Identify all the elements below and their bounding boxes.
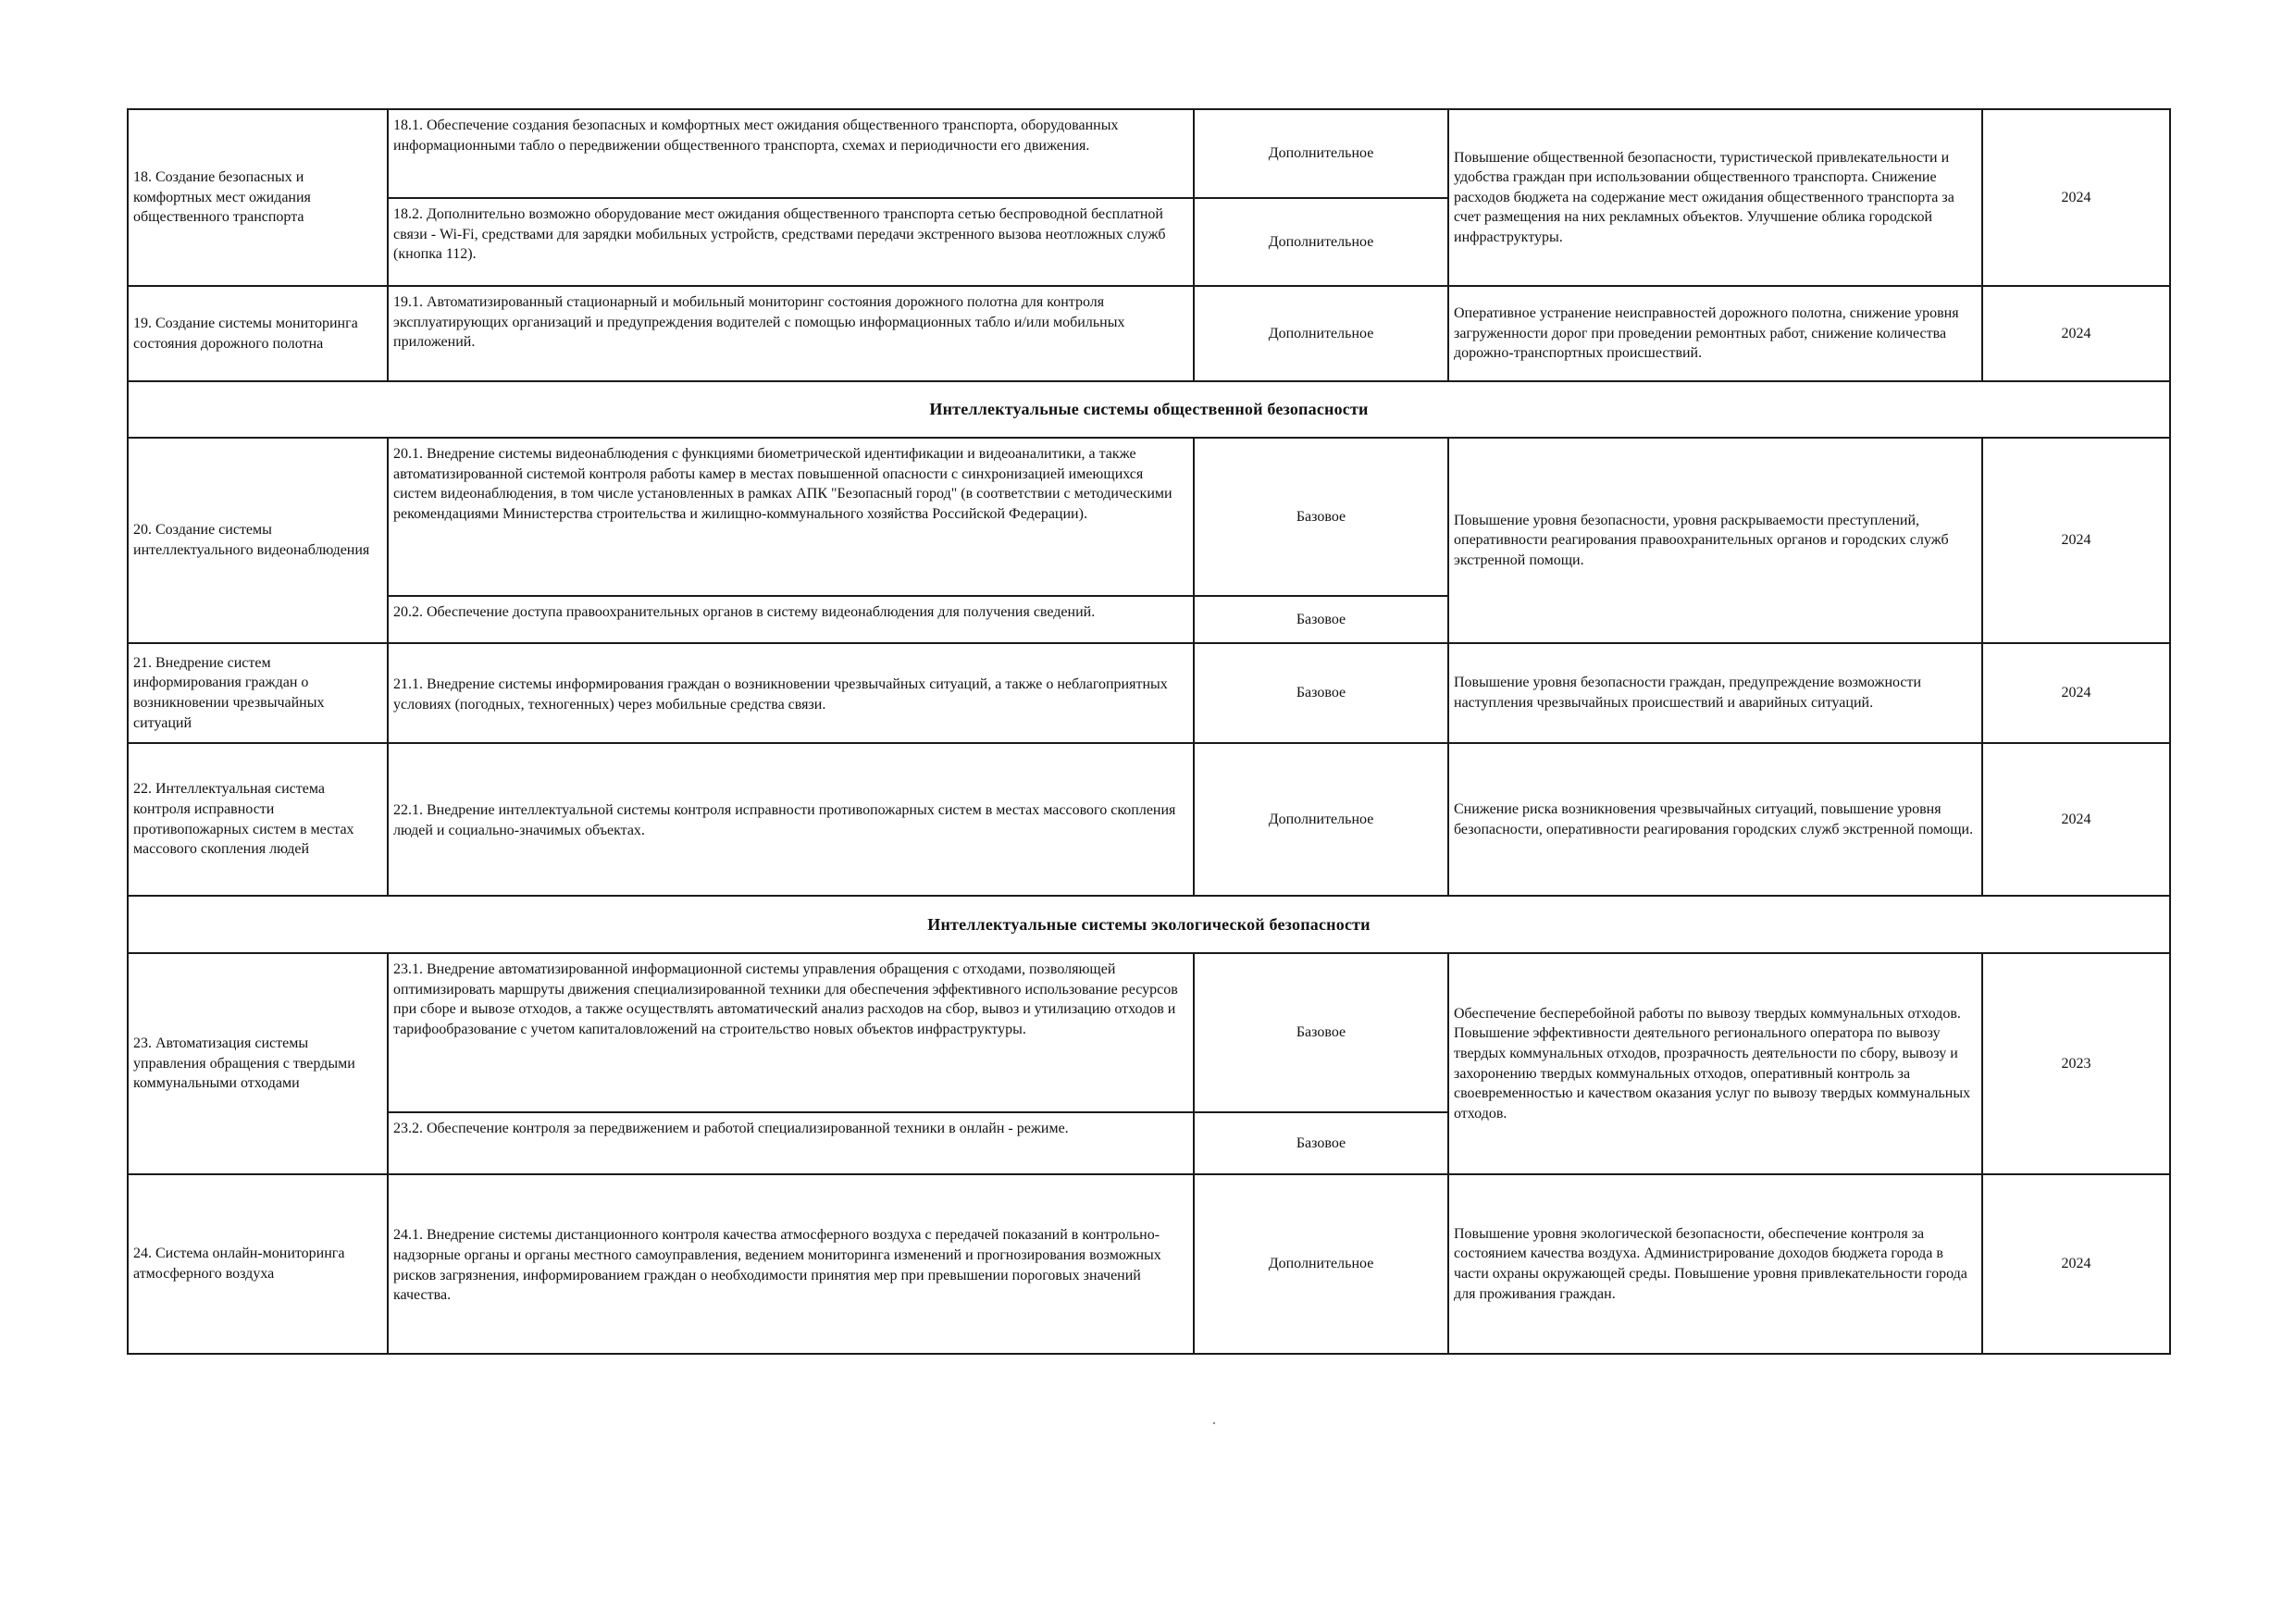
measure-effect-24: Повышение уровня экологической безопасности, обеспечение контроля за состоянием качества воздуха. Администрирование доходов бюджета города в части охраны окружающей среды. Повышение уровня привлекательности города для проживания граждан. [1448, 1174, 1982, 1354]
measure-effect-18: Повышение общественной безопасности, туристической привлекательности и удобства граждан при использовании общественного транспорта. Снижение расходов бюджета на содержание мест ожидания общественного транспорта за счет размещения на них рекламных объектов. Улучшение облика городской инфраструктуры. [1448, 109, 1982, 286]
measures-table [127, 108, 2171, 1355]
measure-name-24: 24. Система онлайн-мониторинга атмосферного воздуха [128, 1174, 388, 1354]
measure-type-21-1: Базовое [1194, 643, 1448, 743]
measure-text-23-1: 23.1. Внедрение автоматизированной информационной системы управления обращения с отходами, позволяющей оптимизировать маршруты движения специализированной техники для обеспечения эффективного использование ресурсов при сборе и вывозе отходов, а также осуществлять автоматический анализ расходов на сбор, вывоз и утилизацию отходов и тарифообразование с учетом капиталовложений на строительство новых объектов инфраструктуры. [388, 953, 1194, 1112]
measure-text-22-1: 22.1. Внедрение интеллектуальной системы контроля исправности противопожарных систем в местах массового скопления людей и социально-значимых объектах. [388, 743, 1194, 896]
measure-type-19-1: Дополнительное [1194, 286, 1448, 381]
measure-text-24-1: 24.1. Внедрение системы дистанционного контроля качества атмосферного воздуха с передачей показаний в контрольно-надзорные органы и органы местного самоуправления, ведением мониторинга изменений и прогнозирования возможных рисков загрязнения, информированием граждан о необходимости принятия мер при превышении пороговых значений качества. [388, 1174, 1194, 1354]
measure-effect-21: Повышение уровня безопасности граждан, предупреждение возможности наступления чрезвычайных происшествий и аварийных ситуаций. [1448, 643, 1982, 743]
table-row [128, 643, 2170, 743]
measure-text-23-2: 23.2. Обеспечение контроля за передвижением и работой специализированной техники в онлайн - режиме. [388, 1112, 1194, 1174]
measure-text-18-2: 18.2. Дополнительно возможно оборудование мест ожидания общественного транспорта сетью беспроводной бесплатной связи - Wi-Fi, средствами для зарядки мобильных устройств, средствами передачи экстренного вызова неотложных служб (кнопка 112). [388, 198, 1194, 286]
measure-year-21: 2024 [1982, 643, 2170, 743]
measure-effect-19: Оперативное устранение неисправностей дорожного полотна, снижение уровня загруженности дорог при проведении ремонтных работ, снижение количества дорожно-транспортных происшествий. [1448, 286, 1982, 381]
table-row [128, 1174, 2170, 1354]
table-row [128, 896, 2170, 953]
section-heading-ecology: Интеллектуальные системы экологической безопасности [128, 896, 2170, 953]
measure-effect-20: Повышение уровня безопасности, уровня раскрываемости преступлений, оперативности реагирования правоохранительных органов и городских служб экстренной помощи. [1448, 438, 1982, 643]
measure-name-23: 23. Автоматизация системы управления обращения с твердыми коммунальными отходами [128, 953, 388, 1174]
measure-year-22: 2024 [1982, 743, 2170, 896]
measure-year-23: 2023 [1982, 953, 2170, 1174]
measure-type-24-1: Дополнительное [1194, 1174, 1448, 1354]
measure-name-21: 21. Внедрение систем информирования граждан о возникновении чрезвычайных ситуаций [128, 643, 388, 743]
measure-name-19: 19. Создание системы мониторинга состояния дорожного полотна [128, 286, 388, 381]
measure-type-18-2: Дополнительное [1194, 198, 1448, 286]
measure-effect-23: Обеспечение бесперебойной работы по вывозу твердых коммунальных отходов. Повышение эффективности деятельного регионального оператора по вывозу твердых коммунальных отходов, прозрачность деятельности по сбору, вывозу и захоронению твердых коммунальных отходов, оперативный контроль за своевременностью и качеством оказания услуг по вывозу твердых коммунальных отходов. [1448, 953, 1982, 1174]
measure-text-20-2: 20.2. Обеспечение доступа правоохранительных органов в систему видеонаблюдения для получения сведений. [388, 596, 1194, 643]
measure-type-20-1: Базовое [1194, 438, 1448, 596]
table-row [128, 438, 2170, 596]
table-row [128, 953, 2170, 1112]
measure-year-24: 2024 [1982, 1174, 2170, 1354]
measure-year-20: 2024 [1982, 438, 2170, 643]
measure-type-22-1: Дополнительное [1194, 743, 1448, 896]
table-row [128, 381, 2170, 438]
scan-speck [1213, 1422, 1215, 1424]
table-row [128, 743, 2170, 896]
measure-effect-22: Снижение риска возникновения чрезвычайных ситуаций, повышение уровня безопасности, оперативности реагирования городских служб экстренной помощи. [1448, 743, 1982, 896]
measure-name-20: 20. Создание системы интеллектуального видеонаблюдения [128, 438, 388, 643]
measure-year-18: 2024 [1982, 109, 2170, 286]
measure-type-23-1: Базовое [1194, 953, 1448, 1112]
measure-text-20-1: 20.1. Внедрение системы видеонаблюдения с функциями биометрической идентификации и видеоаналитики, а также автоматизированной системой контроля работы камер в местах повышенной опасности с синхронизацией имеющихся систем видеонаблюдения, в том числе установленных в рамках АПК "Безопасный город" (в соответствии с методическими рекомендациями Министерства строительства и жилищно-коммунального хозяйства Российской Федерации). [388, 438, 1194, 596]
measure-text-21-1: 21.1. Внедрение системы информирования граждан о возникновении чрезвычайных ситуаций, а также о неблагоприятных условиях (погодных, техногенных) через мобильные средства связи. [388, 643, 1194, 743]
measure-text-19-1: 19.1. Автоматизированный стационарный и мобильный мониторинг состояния дорожного полотна для контроля эксплуатирующих организаций и предупреждения водителей с помощью информационных табло и/или мобильных приложений. [388, 286, 1194, 381]
table-row [128, 286, 2170, 381]
measure-name-22: 22. Интеллектуальная система контроля исправности противопожарных систем в местах массового скопления людей [128, 743, 388, 896]
measure-year-19: 2024 [1982, 286, 2170, 381]
section-heading-public-safety: Интеллектуальные системы общественной безопасности [128, 381, 2170, 438]
table-row [128, 109, 2170, 198]
measure-text-18-1: 18.1. Обеспечение создания безопасных и комфортных мест ожидания общественного транспорта, оборудованных информационными табло о передвижении общественного транспорта, схемах и периодичности его движения. [388, 109, 1194, 198]
measure-name-18: 18. Создание безопасных и комфортных мест ожидания общественного транспорта [128, 109, 388, 286]
measure-type-20-2: Базовое [1194, 596, 1448, 643]
measure-type-18-1: Дополнительное [1194, 109, 1448, 198]
measure-type-23-2: Базовое [1194, 1112, 1448, 1174]
